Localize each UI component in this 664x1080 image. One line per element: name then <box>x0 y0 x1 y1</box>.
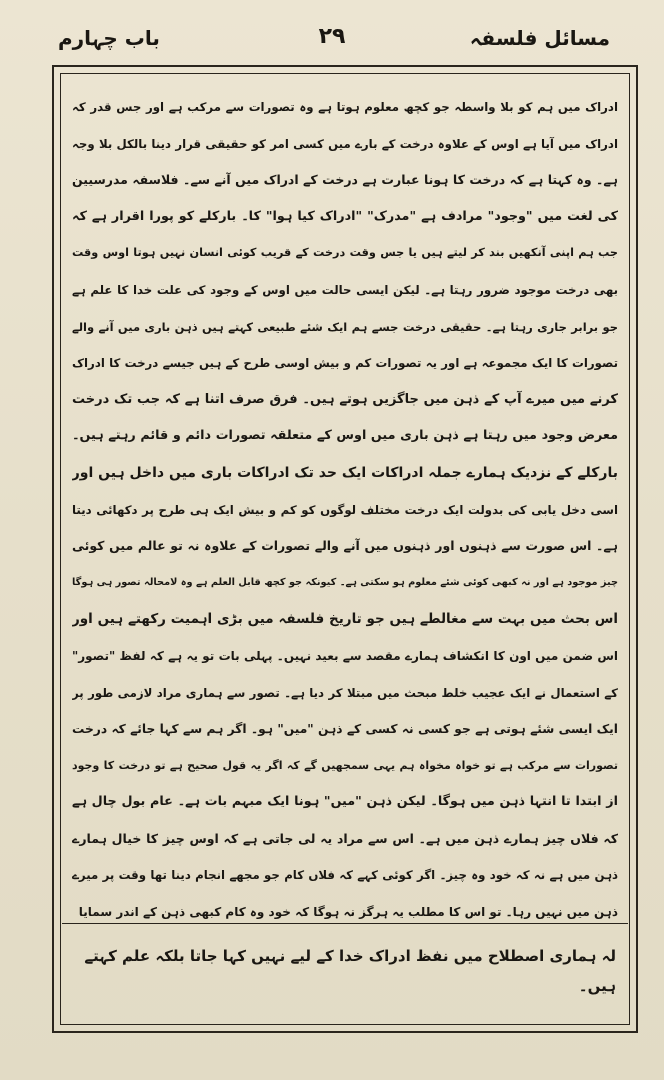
text-line: ذہن میں نہیں رہا۔ تو اس کا مطلب یہ ہرگز نہ ہوگا کہ خود وہ کام کبھی ذہن کے اندر سمایا <box>78 905 618 920</box>
footnote: لہ ہماری اصطلاح میں نفظ ادراک خدا کے لیے نہیں کہا جاتا بلکہ علم کہتے ہیں۔ <box>84 947 616 995</box>
body-text-box <box>62 75 628 924</box>
text-line: ہے۔ اس صورت سے ذہنوں اور ذہنوں میں آنے والے تصورات کے علاوہ نہ تو عالم میں کوئی <box>72 538 618 554</box>
book-title: مسائل فلسفہ <box>469 26 610 50</box>
text-line: کے استعمال نے ایک عجیب خلط مبحث میں مبتلا کر دیا ہے۔ تصور سے ہماری مراد لازمی طور پر <box>72 685 618 700</box>
text-line: کہ فلاں چیز ہمارے ذہن میں ہے۔ اس سے مراد یہ لی جاتی ہے کہ اوس چیز کا خیال ہمارے <box>72 830 618 846</box>
page-header <box>50 22 614 62</box>
text-line: ادراک میں آیا ہے اوس کے علاوہ درخت کے بارے میں کسی امر کو حقیقی قرار دینا بالکل بلا وجہ <box>72 136 618 151</box>
text-line: معرض وجود میں رہتا ہے ذہن باری میں اوس کے متعلقہ تصورات دائم و قائم رہتے ہیں۔ <box>72 428 618 444</box>
text-line: ایک ایسی شئے ہوتی ہے جو کسی نہ کسی کے ذہن "میں" ہو۔ اگر ہم سے کہا جائے کہ درخت <box>72 722 618 737</box>
text-line: کرنے میں میرے آپ کے ذہن میں جاگزیں ہوتے ہیں۔ فرق صرف اتنا ہے کہ جب تک درخت <box>72 391 618 407</box>
body-text <box>62 75 628 924</box>
text-line: ذہن میں ہے نہ کہ خود وہ چیز۔ اگر کوئی کہے کہ فلاں کام جو مجھے انجام دینا تھا وقت پر میرے <box>72 868 618 883</box>
text-line: جو برابر جاری رہتا ہے۔ حقیقی درخت جسے ہم ایک شئے طبیعی کہتے ہیں ذہن باری میں آنے والے <box>72 319 618 334</box>
text-line: از ابتدا تا انتہا ذہن میں ہوگا۔ لیکن ذہن "میں" ہونا ایک مبہم بات ہے۔ عام بول چال ہے <box>72 794 618 810</box>
text-line: اسی دخل یابی کی بدولت ایک درخت مختلف لوگوں کو کم و بیش ایک ہی طرح پر دکھائی دیتا <box>72 502 618 517</box>
text-line: کی لغت میں "وجود" مرادف ہے "مدرک" "ادراک کیا ہوا" کا۔ بارکلے کو پورا اقرار ہے کہ <box>72 208 618 224</box>
text-line: بارکلے کے نزدیک ہمارے جملہ ادراکات ایک حد تک ادراکات باری میں داخل ہیں اور <box>72 464 618 481</box>
text-line: چیز موجود ہے اور نہ کبھی کوئی شئے معلوم ہو سکتی ہے۔ کیونکہ جو کچھ قابل العلم ہے وہ لامحالہ تصور ہی ہوگا <box>72 576 618 588</box>
text-line: تصورات سے مرکب ہے تو خواہ مخواہ ہم یہی سمجھیں گے کہ اگر یہ قول صحیح ہے تو درخت کا وجود <box>72 758 618 772</box>
text-line: تصورات کا ایک مجموعہ ہے اور یہ تصورات کم و بیش اوسی طرح کے ہیں جیسے درخت کا ادراک <box>72 356 618 371</box>
chapter-heading: باب چہارم <box>58 26 160 50</box>
page-frame <box>52 65 638 1033</box>
text-line: جب ہم اپنی آنکھیں بند کر لیتے ہیں یا جس وقت درخت کے قریب کوئی انسان نہیں ہوتا اوس وقت <box>72 246 618 260</box>
text-line: ہے۔ وہ کہتا ہے کہ درخت کا ہونا عبارت ہے درخت کے ادراک میں آنے سے۔ فلاسفہ مدرسیین <box>72 172 618 188</box>
text-line: اس ضمن میں اون کا انکشاف ہمارے مقصد سے بعید نہیں۔ پہلی بات تو یہ ہے کہ لفظ "تصور" <box>72 648 618 663</box>
text-line: اس بحث میں بہت سے مغالطے ہیں جو تاریخ فلسفہ میں بڑی اہمیت رکھتے ہیں اور <box>72 611 618 628</box>
page-number: ۲۹ <box>318 24 346 49</box>
text-line: ادراک میں ہم کو بلا واسطہ جو کچھ معلوم ہوتا ہے وہ تصورات سے مرکب ہے اور جس قدر کہ <box>72 100 618 114</box>
text-line: بھی درخت موجود ضرور رہتا ہے۔ لیکن ایسی حالت میں اوس کے وجود کی علت خدا کا علم ہے <box>72 282 618 297</box>
